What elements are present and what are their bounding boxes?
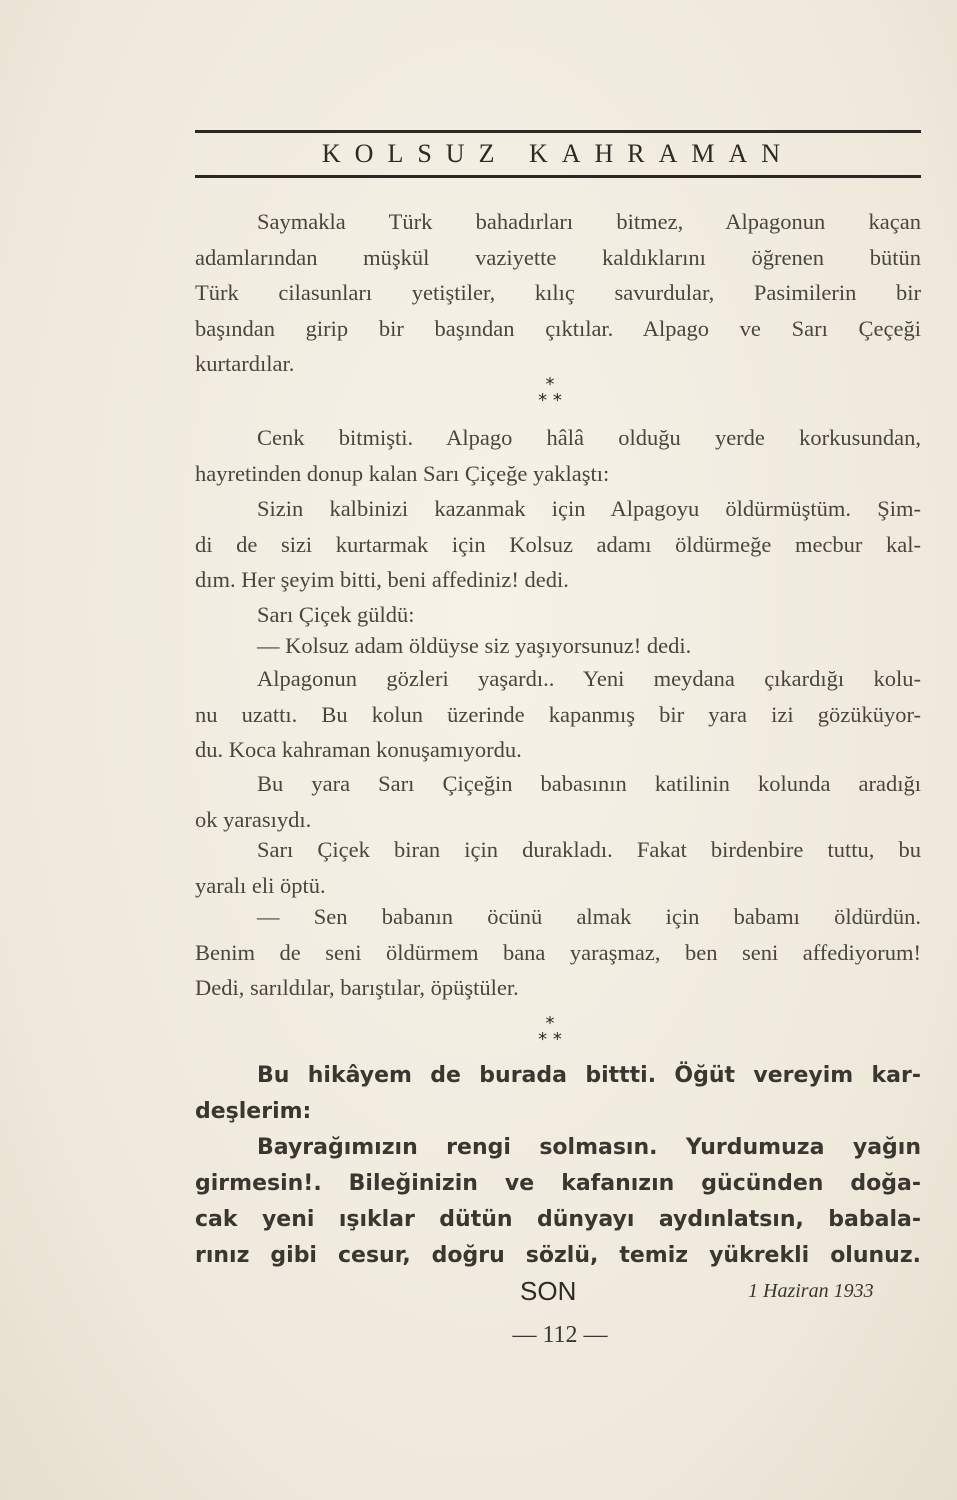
date-label: 1 Haziran 1933 — [748, 1280, 874, 1302]
header-rule-top — [195, 130, 921, 133]
text-line: Sarı Çiçek güldü: — [257, 602, 415, 627]
moral-line: Bu hikâyem de burada bittti. Öğüt vereyim kar- — [257, 1063, 921, 1088]
text-line: Saymakla Türk bahadırları bitmez, Alpagonun kaçan — [257, 209, 921, 234]
paragraph — [195, 628, 921, 664]
paragraph — [195, 204, 921, 382]
moral-paragraph — [195, 1058, 921, 1274]
separator-stars: * * — [538, 390, 562, 411]
section-separator — [520, 1013, 580, 1050]
moral-line: cak yeni ışıklar dütün dünyayı aydınlatsın, babala- — [195, 1207, 921, 1232]
section-separator — [520, 374, 580, 411]
separator-star: * — [545, 1013, 555, 1034]
moral-line: rınız gibi cesur, doğru sözlü, temiz yükrekli olunuz. — [195, 1243, 921, 1268]
text-line: ok yarasıydı. — [195, 806, 312, 832]
header-rule-bottom — [195, 175, 921, 178]
text-line: kurtardılar. — [195, 351, 295, 376]
text-line: Benim de seni öldürmem bana yaraşmaz, ben seni affediyorum! — [195, 939, 921, 965]
end-label: SON — [520, 1276, 577, 1306]
paragraph — [195, 832, 921, 903]
text-line: adamlarından müşkül vaziyette kaldıklarını öğrenen bütün — [195, 244, 921, 270]
text-line: Sarı Çiçek biran için durakladı. Fakat birdenbire tuttu, bu — [257, 837, 921, 862]
text-line: Dedi, sarıldılar, barıştılar, öpüştüler. — [195, 975, 519, 1000]
paragraph — [195, 420, 921, 491]
text-line: Türk cilasunları yetiştiler, kılıç savurdular, Pasimilerin bir — [195, 280, 921, 305]
text-line: di de sizi kurtarmak için Kolsuz adamı öldürmeğe mecbur kal- — [195, 531, 921, 557]
moral-line: Bayrağımızın rengi solmasın. Yurdumuza yağın — [257, 1135, 921, 1160]
paragraph — [195, 661, 921, 768]
text-line: Alpagonun gözleri yaşardı.. Yeni meydana çıkardığı kolu- — [257, 666, 921, 691]
chapter-title: KOLSUZ KAHRAMAN — [321, 139, 795, 168]
paragraph — [195, 899, 921, 1006]
text-line: başından girip bir başından çıktılar. Alpago ve Sarı Çeçeği — [195, 315, 921, 341]
text-line: nu uzattı. Bu kolun üzerinde kapanmış bir yara izi gözüküyor- — [195, 701, 921, 727]
separator-star: * — [545, 374, 555, 395]
text-line: Bu yara Sarı Çiçeğin babasının katilinin kolunda aradığı — [257, 771, 921, 796]
text-line: — Sen babanın öcünü almak için babamı öldürdün. — [257, 904, 921, 929]
paragraph — [195, 766, 921, 837]
page-number: — 112 — — [512, 1322, 608, 1348]
moral-line: deşlerim: — [195, 1099, 312, 1124]
separator-stars: * * — [538, 1029, 562, 1050]
text-line: du. Koca kahraman konuşamıyordu. — [195, 737, 522, 762]
text-line: hayretinden donup kalan Sarı Çiçeğe yaklaştı: — [195, 460, 610, 486]
text-line: Cenk bitmişti. Alpago hâlâ olduğu yerde korkusundan, — [257, 425, 921, 450]
text-line: Sizin kalbinizi kazanmak için Alpagoyu öldürmüştüm. Şim- — [257, 496, 921, 521]
text-line: — Kolsuz adam öldüyse siz yaşıyorsunuz! dedi. — [257, 633, 692, 658]
text-line: yaralı eli öptü. — [195, 872, 326, 898]
paragraph — [195, 491, 921, 598]
text-line: dım. Her şeyim bitti, beni affediniz! dedi. — [195, 567, 569, 592]
moral-line: girmesin!. Bileğinizin ve kafanızın gücünden doğa- — [195, 1171, 921, 1196]
